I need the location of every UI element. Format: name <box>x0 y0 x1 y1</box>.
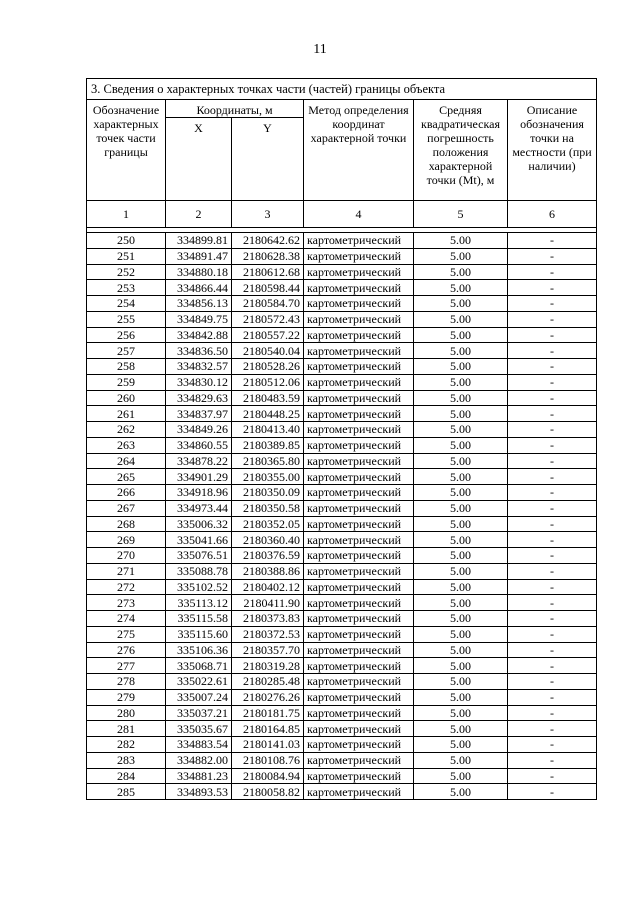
table-row <box>87 406 597 422</box>
description: - <box>508 642 597 658</box>
column-number: 6 <box>508 201 597 228</box>
table-row <box>87 674 597 690</box>
coord-y: 2180448.25 <box>232 406 304 422</box>
table-row <box>87 626 597 642</box>
coord-y: 2180058.82 <box>232 784 304 800</box>
description: - <box>508 721 597 737</box>
table-row <box>87 280 597 296</box>
description: - <box>508 705 597 721</box>
description: - <box>508 327 597 343</box>
description: - <box>508 233 597 249</box>
coord-y: 2180642.62 <box>232 233 304 249</box>
coord-y: 2180357.70 <box>232 642 304 658</box>
point-number: 253 <box>87 280 166 296</box>
header-method: Метод определения координат характерной точки <box>304 100 414 201</box>
method: картометрический <box>304 658 414 674</box>
point-number: 252 <box>87 264 166 280</box>
description: - <box>508 737 597 753</box>
coord-x: 334973.44 <box>166 500 232 516</box>
point-number: 264 <box>87 453 166 469</box>
description: - <box>508 469 597 485</box>
page-number: 11 <box>313 42 327 57</box>
column-number: 2 <box>166 201 232 228</box>
error: 5.00 <box>414 611 508 627</box>
coord-y: 2180350.09 <box>232 485 304 501</box>
description: - <box>508 658 597 674</box>
column-numbers-row <box>87 201 597 228</box>
coord-x: 334849.26 <box>166 422 232 438</box>
method: картометрический <box>304 453 414 469</box>
description: - <box>508 437 597 453</box>
method: картометрический <box>304 406 414 422</box>
point-number: 261 <box>87 406 166 422</box>
point-number: 250 <box>87 233 166 249</box>
header-x: X <box>166 118 232 201</box>
description: - <box>508 532 597 548</box>
coord-y: 2180628.38 <box>232 248 304 264</box>
point-number: 278 <box>87 674 166 690</box>
point-number: 256 <box>87 327 166 343</box>
header-error: Средняя квадратическая погрешность положения характерной точки (Mt), м <box>414 100 508 201</box>
error: 5.00 <box>414 705 508 721</box>
method: картометрический <box>304 532 414 548</box>
method: картометрический <box>304 611 414 627</box>
description: - <box>508 689 597 705</box>
point-number: 276 <box>87 642 166 658</box>
coord-y: 2180512.06 <box>232 374 304 390</box>
description: - <box>508 374 597 390</box>
coord-x: 335076.51 <box>166 548 232 564</box>
error: 5.00 <box>414 280 508 296</box>
point-number: 258 <box>87 359 166 375</box>
method: картометрический <box>304 516 414 532</box>
coord-x: 335115.60 <box>166 626 232 642</box>
point-number: 270 <box>87 548 166 564</box>
method: картометрический <box>304 705 414 721</box>
coord-y: 2180108.76 <box>232 752 304 768</box>
error: 5.00 <box>414 674 508 690</box>
point-number: 266 <box>87 485 166 501</box>
error: 5.00 <box>414 768 508 784</box>
coord-y: 2180181.75 <box>232 705 304 721</box>
method: картометрический <box>304 469 414 485</box>
description: - <box>508 752 597 768</box>
coord-x: 334883.54 <box>166 737 232 753</box>
error: 5.00 <box>414 485 508 501</box>
table-row <box>87 642 597 658</box>
method: картометрический <box>304 390 414 406</box>
table-row <box>87 343 597 359</box>
table-row <box>87 390 597 406</box>
table-row <box>87 485 597 501</box>
table-row <box>87 563 597 579</box>
method: картометрический <box>304 437 414 453</box>
method: картометрический <box>304 674 414 690</box>
error: 5.00 <box>414 548 508 564</box>
error: 5.00 <box>414 784 508 800</box>
error: 5.00 <box>414 752 508 768</box>
method: картометрический <box>304 233 414 249</box>
error: 5.00 <box>414 374 508 390</box>
coord-x: 334878.22 <box>166 453 232 469</box>
error: 5.00 <box>414 248 508 264</box>
table-row <box>87 579 597 595</box>
table-row <box>87 611 597 627</box>
point-number: 274 <box>87 611 166 627</box>
coord-x: 335115.58 <box>166 611 232 627</box>
table-row <box>87 311 597 327</box>
description: - <box>508 768 597 784</box>
description: - <box>508 595 597 611</box>
description: - <box>508 579 597 595</box>
coord-x: 334918.96 <box>166 485 232 501</box>
error: 5.00 <box>414 626 508 642</box>
point-number: 282 <box>87 737 166 753</box>
point-number: 284 <box>87 768 166 784</box>
method: картометрический <box>304 784 414 800</box>
method: картометрический <box>304 768 414 784</box>
column-number: 3 <box>232 201 304 228</box>
coord-x: 335007.24 <box>166 689 232 705</box>
table-row <box>87 721 597 737</box>
error: 5.00 <box>414 642 508 658</box>
column-number: 4 <box>304 201 414 228</box>
point-number: 285 <box>87 784 166 800</box>
description: - <box>508 390 597 406</box>
coord-y: 2180557.22 <box>232 327 304 343</box>
method: картометрический <box>304 626 414 642</box>
error: 5.00 <box>414 500 508 516</box>
method: картометрический <box>304 721 414 737</box>
point-number: 279 <box>87 689 166 705</box>
description: - <box>508 674 597 690</box>
error: 5.00 <box>414 579 508 595</box>
point-number: 262 <box>87 422 166 438</box>
point-number: 283 <box>87 752 166 768</box>
coord-y: 2180389.85 <box>232 437 304 453</box>
table-row <box>87 752 597 768</box>
coord-x: 334849.75 <box>166 311 232 327</box>
error: 5.00 <box>414 327 508 343</box>
header-designation: Обозначение характерных точек части границы <box>87 100 166 201</box>
description: - <box>508 485 597 501</box>
column-number: 5 <box>414 201 508 228</box>
point-number: 263 <box>87 437 166 453</box>
error: 5.00 <box>414 689 508 705</box>
coord-x: 335035.67 <box>166 721 232 737</box>
method: картометрический <box>304 642 414 658</box>
description: - <box>508 422 597 438</box>
coord-y: 2180350.58 <box>232 500 304 516</box>
coord-x: 335022.61 <box>166 674 232 690</box>
point-number: 259 <box>87 374 166 390</box>
coord-y: 2180372.53 <box>232 626 304 642</box>
method: картометрический <box>304 280 414 296</box>
description: - <box>508 611 597 627</box>
table-row <box>87 737 597 753</box>
error: 5.00 <box>414 296 508 312</box>
table-row <box>87 784 597 800</box>
coord-y: 2180388.86 <box>232 563 304 579</box>
coord-x: 335102.52 <box>166 579 232 595</box>
coord-y: 2180376.59 <box>232 548 304 564</box>
error: 5.00 <box>414 469 508 485</box>
point-number: 260 <box>87 390 166 406</box>
description: - <box>508 264 597 280</box>
table-row <box>87 500 597 516</box>
description: - <box>508 784 597 800</box>
description: - <box>508 359 597 375</box>
coord-y: 2180141.03 <box>232 737 304 753</box>
coord-y: 2180411.90 <box>232 595 304 611</box>
coord-x: 335068.71 <box>166 658 232 674</box>
coord-x: 335037.21 <box>166 705 232 721</box>
error: 5.00 <box>414 359 508 375</box>
method: картометрический <box>304 752 414 768</box>
method: картометрический <box>304 689 414 705</box>
point-number: 254 <box>87 296 166 312</box>
coord-y: 2180528.26 <box>232 359 304 375</box>
coord-x: 335006.32 <box>166 516 232 532</box>
table-row <box>87 327 597 343</box>
coord-y: 2180164.85 <box>232 721 304 737</box>
description: - <box>508 311 597 327</box>
coord-x: 334866.44 <box>166 280 232 296</box>
section-title-row <box>87 79 597 100</box>
table-row <box>87 374 597 390</box>
error: 5.00 <box>414 453 508 469</box>
coord-x: 334880.18 <box>166 264 232 280</box>
method: картометрический <box>304 422 414 438</box>
method: картометрический <box>304 579 414 595</box>
method: картометрический <box>304 327 414 343</box>
point-number: 257 <box>87 343 166 359</box>
method: картометрический <box>304 548 414 564</box>
description: - <box>508 563 597 579</box>
table-row <box>87 532 597 548</box>
error: 5.00 <box>414 264 508 280</box>
error: 5.00 <box>414 233 508 249</box>
table-row <box>87 296 597 312</box>
error: 5.00 <box>414 721 508 737</box>
table-row <box>87 595 597 611</box>
point-number: 251 <box>87 248 166 264</box>
coord-x: 334856.13 <box>166 296 232 312</box>
table-row <box>87 689 597 705</box>
description: - <box>508 280 597 296</box>
point-number: 275 <box>87 626 166 642</box>
coord-x: 334881.23 <box>166 768 232 784</box>
coord-y: 2180483.59 <box>232 390 304 406</box>
error: 5.00 <box>414 532 508 548</box>
coord-x: 334829.63 <box>166 390 232 406</box>
description: - <box>508 516 597 532</box>
point-number: 273 <box>87 595 166 611</box>
error: 5.00 <box>414 658 508 674</box>
description: - <box>508 406 597 422</box>
coord-y: 2180612.68 <box>232 264 304 280</box>
method: картометрический <box>304 248 414 264</box>
method: картометрический <box>304 485 414 501</box>
method: картометрический <box>304 359 414 375</box>
coord-x: 334837.97 <box>166 406 232 422</box>
error: 5.00 <box>414 595 508 611</box>
coord-y: 2180572.43 <box>232 311 304 327</box>
coord-y: 2180373.83 <box>232 611 304 627</box>
coord-x: 334836.50 <box>166 343 232 359</box>
coord-x: 334899.81 <box>166 233 232 249</box>
point-number: 265 <box>87 469 166 485</box>
point-number: 267 <box>87 500 166 516</box>
column-number: 1 <box>87 201 166 228</box>
coord-x: 334891.47 <box>166 248 232 264</box>
table-row <box>87 768 597 784</box>
method: картометрический <box>304 595 414 611</box>
coord-x: 334882.00 <box>166 752 232 768</box>
coord-y: 2180276.26 <box>232 689 304 705</box>
header-y: Y <box>232 118 304 201</box>
description: - <box>508 500 597 516</box>
error: 5.00 <box>414 311 508 327</box>
method: картометрический <box>304 500 414 516</box>
point-number: 269 <box>87 532 166 548</box>
table-row <box>87 658 597 674</box>
coord-y: 2180360.40 <box>232 532 304 548</box>
table-row <box>87 469 597 485</box>
coord-y: 2180584.70 <box>232 296 304 312</box>
point-number: 281 <box>87 721 166 737</box>
point-number: 255 <box>87 311 166 327</box>
table-row <box>87 233 597 249</box>
point-number: 277 <box>87 658 166 674</box>
method: картометрический <box>304 374 414 390</box>
header-description: Описание обозначения точки на местности (при наличии) <box>508 100 597 201</box>
coord-y: 2180598.44 <box>232 280 304 296</box>
method: картометрический <box>304 563 414 579</box>
coord-x: 334893.53 <box>166 784 232 800</box>
coord-y: 2180540.04 <box>232 343 304 359</box>
point-number: 280 <box>87 705 166 721</box>
coord-x: 334832.57 <box>166 359 232 375</box>
error: 5.00 <box>414 516 508 532</box>
method: картометрический <box>304 311 414 327</box>
method: картометрический <box>304 264 414 280</box>
coord-y: 2180365.80 <box>232 453 304 469</box>
description: - <box>508 548 597 564</box>
description: - <box>508 626 597 642</box>
method: картометрический <box>304 737 414 753</box>
coord-y: 2180319.28 <box>232 658 304 674</box>
error: 5.00 <box>414 737 508 753</box>
coord-y: 2180084.94 <box>232 768 304 784</box>
point-number: 268 <box>87 516 166 532</box>
coord-x: 334901.29 <box>166 469 232 485</box>
boundary-points-table <box>86 78 597 800</box>
coord-x: 335088.78 <box>166 563 232 579</box>
table-row <box>87 264 597 280</box>
error: 5.00 <box>414 422 508 438</box>
table-row <box>87 516 597 532</box>
section-title: 3. Сведения о характерных точках части (частей) границы объекта <box>87 79 597 100</box>
coord-y: 2180413.40 <box>232 422 304 438</box>
error: 5.00 <box>414 437 508 453</box>
header-coordinates: Координаты, м <box>166 100 304 118</box>
method: картометрический <box>304 296 414 312</box>
table-row <box>87 453 597 469</box>
coord-x: 334842.88 <box>166 327 232 343</box>
error: 5.00 <box>414 406 508 422</box>
table-row <box>87 248 597 264</box>
point-number: 271 <box>87 563 166 579</box>
table-row <box>87 422 597 438</box>
coord-x: 335106.36 <box>166 642 232 658</box>
header-row <box>87 100 597 118</box>
description: - <box>508 453 597 469</box>
error: 5.00 <box>414 343 508 359</box>
coord-y: 2180355.00 <box>232 469 304 485</box>
coord-x: 335113.12 <box>166 595 232 611</box>
description: - <box>508 248 597 264</box>
table-row <box>87 548 597 564</box>
error: 5.00 <box>414 563 508 579</box>
table-row <box>87 437 597 453</box>
coord-x: 334830.12 <box>166 374 232 390</box>
table-row <box>87 705 597 721</box>
coord-x: 335041.66 <box>166 532 232 548</box>
coord-x: 334860.55 <box>166 437 232 453</box>
method: картометрический <box>304 343 414 359</box>
point-number: 272 <box>87 579 166 595</box>
coord-y: 2180352.05 <box>232 516 304 532</box>
coord-y: 2180285.48 <box>232 674 304 690</box>
description: - <box>508 343 597 359</box>
error: 5.00 <box>414 390 508 406</box>
coord-y: 2180402.12 <box>232 579 304 595</box>
description: - <box>508 296 597 312</box>
table-row <box>87 359 597 375</box>
